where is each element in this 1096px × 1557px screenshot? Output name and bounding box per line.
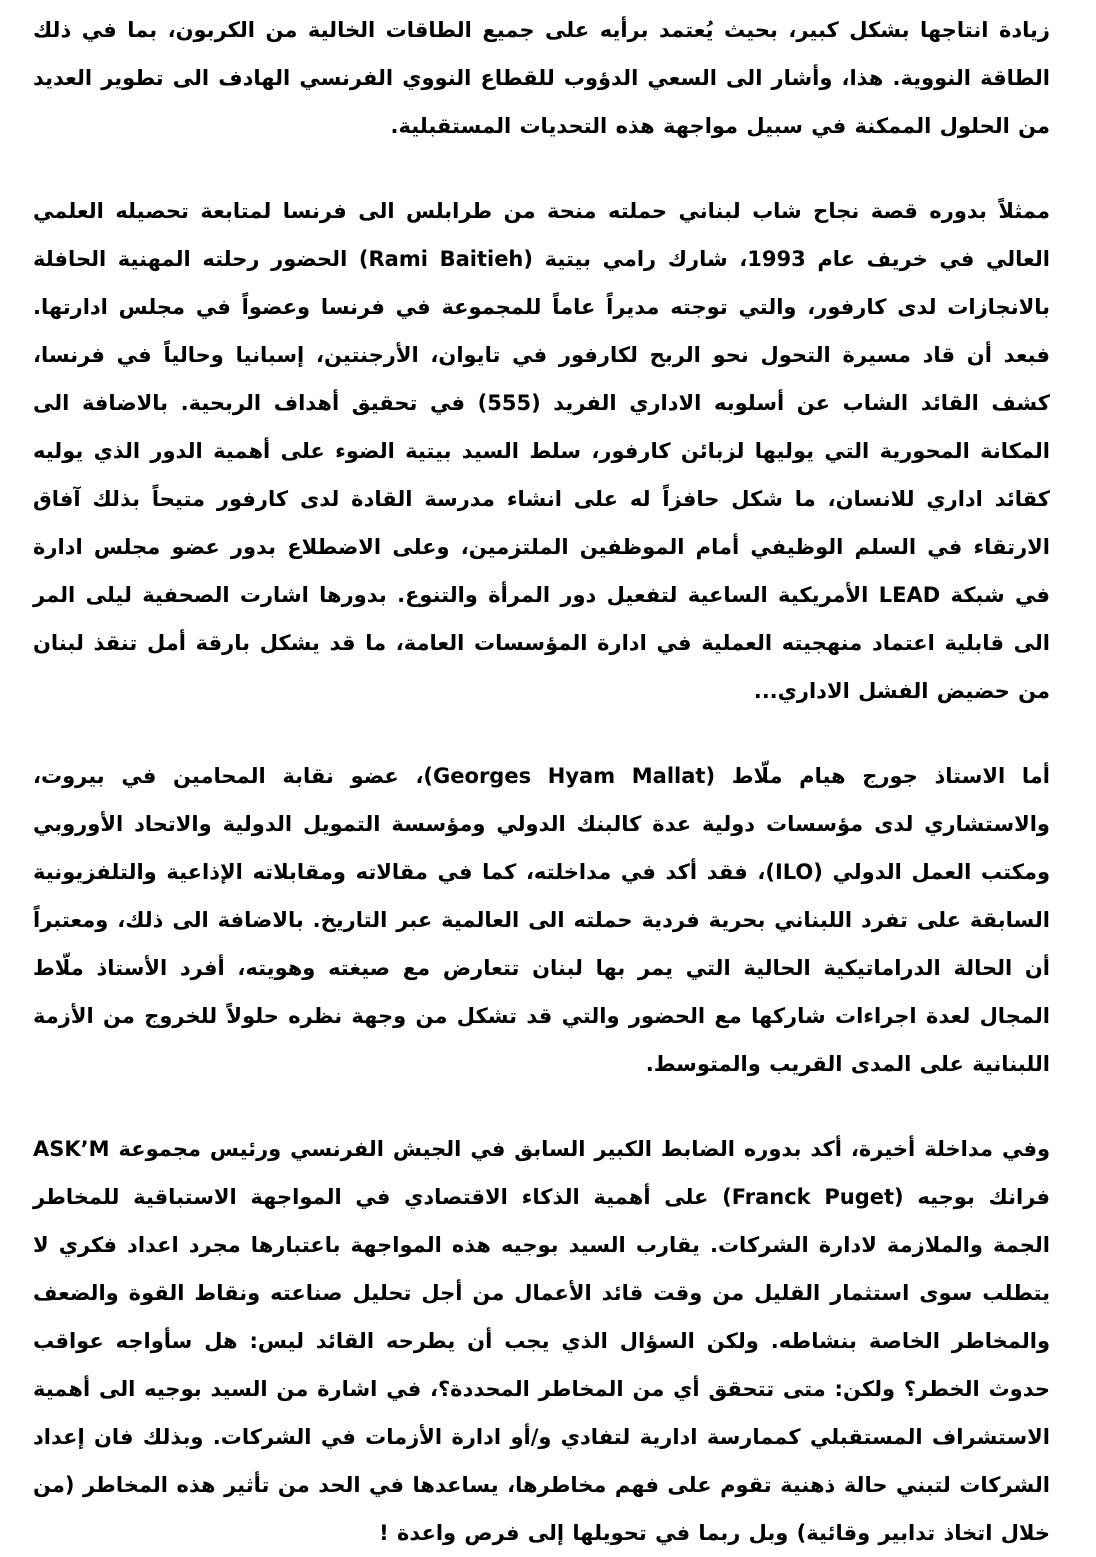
paragraph-franck-puget: وفي مداخلة أخيرة، أكد بدوره الضابط الكبير السابق في الجيش الفرنسي ورئيس مجموعة ASK’M فرانك بوجيه (Franck Puget) على أهمية الذكاء الاقتصادي في المواجهة الاستباقية للمخاطر الجمة والملازمة لادارة الشركات. يقارب السيد بوجيه هذه المواجهة باعتبارها مجرد اعداد فكري لا يتطلب سوى استثمار القليل من وقت قائد الأعمال من أجل تحليل صناعته ونقاط القوة والضعف والمخاطر الخاصة بنشاطه. ولكن السؤال الذي يجب أن يطرحه القائد ليس: هل سأواجه عواقب حدوث الخطر؟ ولكن: متى تتحقق أي من المخاطر المحددة؟، في اشارة من السيد بوجيه الى أهمية الاستشراف المستقبلي كممارسة ادارية لتفادي و/أو ادارة الأزمات في الشركات. وبذلك فان إعداد الشركات لتبني حالة ذهنية تقوم على فهم مخاطرها، يساعدها في الحد من تأثير هذه المخاطر (من خلال اتخاذ تدابير وقائية) وبل ربما في تحويلها إلى فرص واعدة !	[33, 1137, 1051, 1545]
paragraph-rami-baitieh-story: ممثلاً بدوره قصة نجاح شاب لبناني حملته منحة من طرابلس الى فرنسا لمتابعة تحصيله العلمي العالي في خريف عام 1993، شارك رامي بيتية (Rami Baitieh) الحضور رحلته المهنية الحافلة بالانجازات لدى كارفور، والتي توجته مديراً عاماً للمجموعة في فرنسا وعضواً في مجلس ادارتها. فبعد أن قاد مسيرة التحول نحو الربح لكارفور في تايوان، الأرجنتين، إسبانيا وحالياً في فرنسا، كشف القائد الشاب عن أسلوبه الاداري الفريد (555) في تحقيق أهداف الربحية. بالاضافة الى المكانة المحورية التي يوليها لزبائن كارفور، سلط السيد بيتية الضوء على أهمية الدور الذي يوليه كقائد اداري للانسان، ما شكل حافزاً له على انشاء مدرسة القادة لدى كارفور متيحاً بذلك آفاق الارتقاء في السلم الوظيفي أمام الموظفين الملتزمين، وعلى الاضطلاع بدور عضو مجلس ادارة في شبكة LEAD الأمريكية الساعية لتفعيل دور المرأة والتنوع. بدورها اشارت الصحفية ليلى المر الى قابلية اعتماد منهجيته العملية في ادارة المؤسسات العامة، ما قد يشكل بارقة أمل تنقذ لبنان من حضيض الفشل الاداري...	[33, 199, 1050, 703]
paragraph-nuclear-energy-continuation: زيادة انتاجها بشكل كبير، بحيث يُعتمد برأيه على جميع الطاقات الخالية من الكربون، بما في ذلك الطاقة النووية. هذا، وأشار الى السعي الدؤوب للقطاع النووي الفرنسي الهادف الى تطوير العديد من الحلول الممكنة في سبيل مواجهة هذه التحديات المستقبلية.	[33, 18, 1050, 138]
paragraph-georges-hyam-mallat: أما الاستاذ جورج هيام ملّاط (Georges Hyam Mallat)، عضو نقابة المحامين في بيروت، والاستشاري لدى مؤسسات دولية عدة كالبنك الدولي ومؤسسة التمويل الدولية والاتحاد الأوروبي ومكتب العمل الدولي (ILO)، فقد أكد في مداخلته، كما في مقالاته ومقابلاته الإذاعية والتلفزيونية السابقة على تفرد اللبناني بحرية فردية حملته الى العالمية عبر التاريخ. بالاضافة الى ذلك، ومعتبراً أن الحالة الدراماتيكية الحالية التي يمر بها لبنان تتعارض مع صيغته وهويته، أفرد الأستاذ ملّاط المجال لعدة اجراءات شاركها مع الحضور والتي قد تشكل من وجهة نظره حلولاً للخروج من الأزمة اللبنانية على المدى القريب والمتوسط.	[33, 764, 1050, 1076]
